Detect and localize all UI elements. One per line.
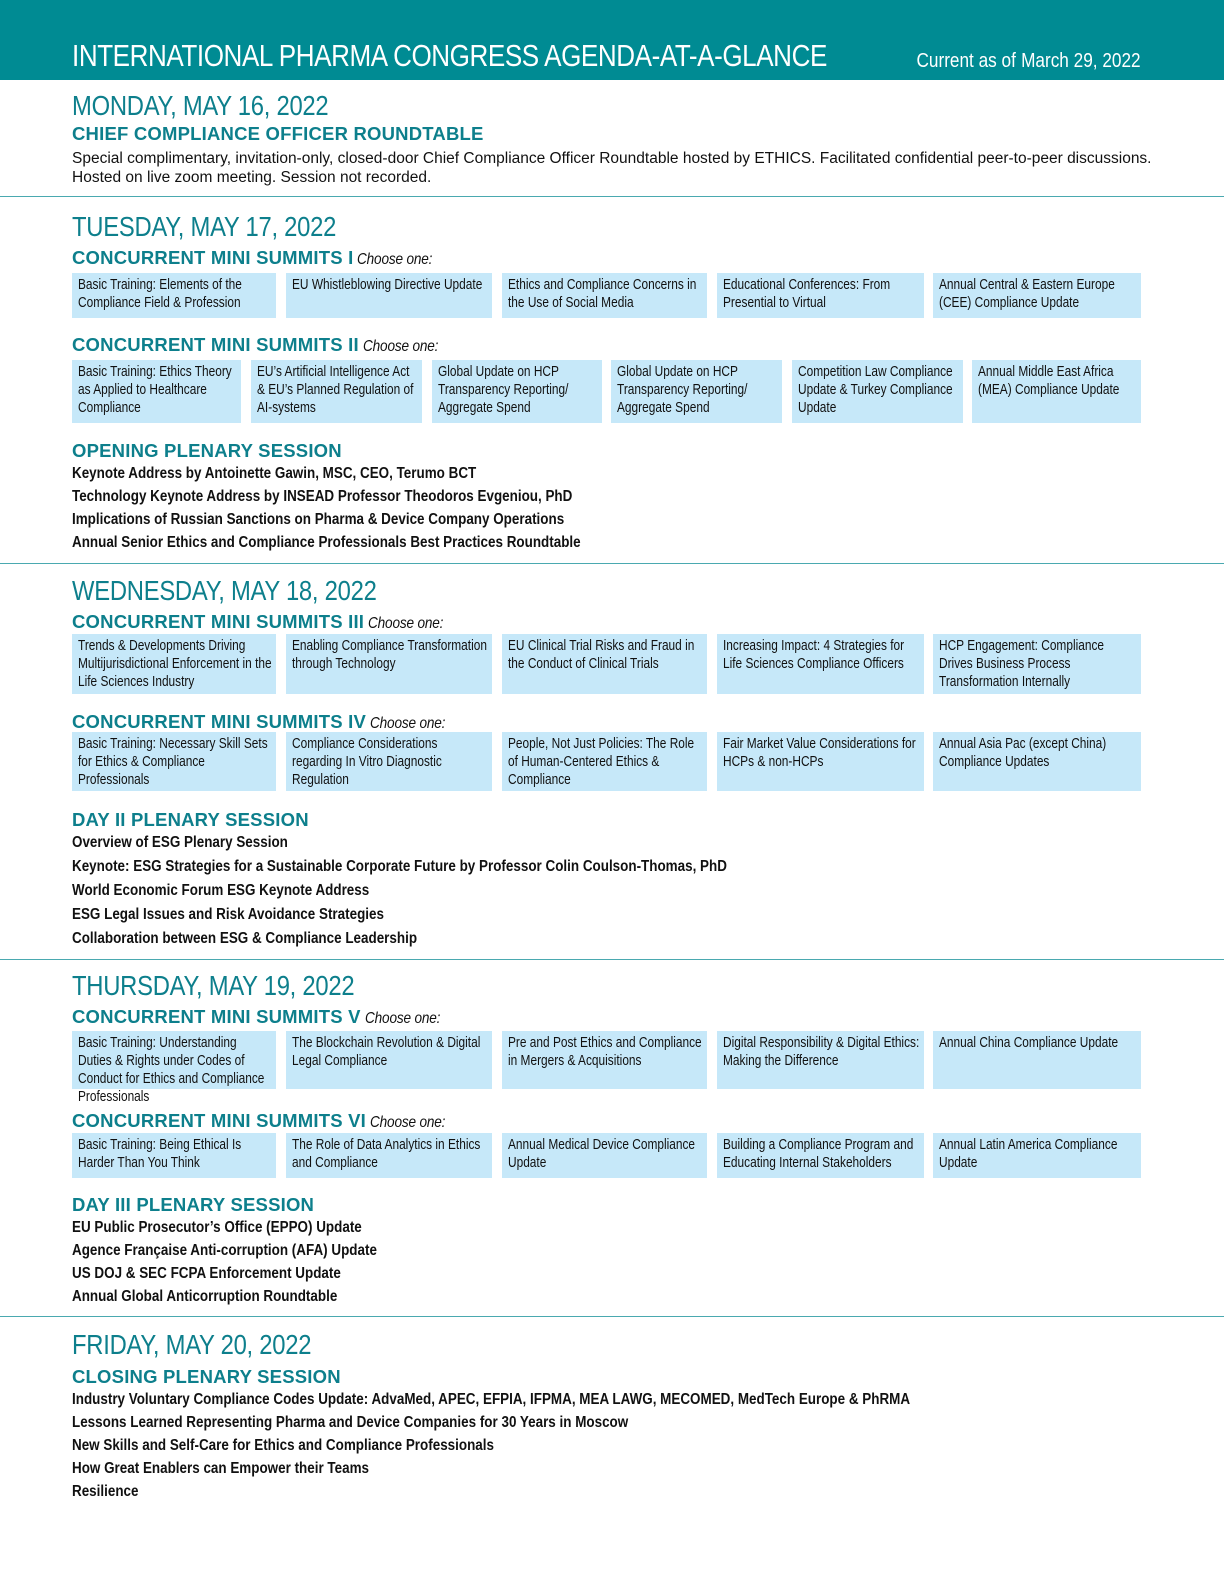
section-heading: CHIEF COMPLIANCE OFFICER ROUNDTABLE: [72, 123, 484, 144]
session-box: Annual Medical Device Compliance Update: [502, 1133, 707, 1178]
day-heading-monday: MONDAY, MAY 16, 2022: [72, 90, 329, 121]
plenary-item: Annual Senior Ethics and Compliance Professionals Best Practices Roundtable: [72, 534, 581, 551]
choose-one-note: Choose one:: [364, 1010, 440, 1027]
choose-one-note: Choose one:: [357, 251, 433, 268]
section-heading: CONCURRENT MINI SUMMITS II Choose one:: [72, 334, 439, 355]
session-box: Basic Training: Necessary Skill Sets for Ethics & Compliance Professionals: [72, 732, 276, 791]
session-box: Annual Asia Pac (except China) Compliance Updates: [933, 732, 1141, 791]
session-box: Enabling Compliance Transformation through Technology: [286, 634, 492, 694]
choose-one-note: Choose one:: [370, 1114, 446, 1131]
session-box: Global Update on HCP Transparency Reporting/ Aggregate Spend: [611, 360, 782, 423]
section-heading: DAY II PLENARY SESSION: [72, 809, 309, 830]
plenary-item: Industry Voluntary Compliance Codes Update: AdvaMed, APEC, EFPIA, IFPMA, MEA LAWG, MECOMED, MedTech Europe & PhRMA: [72, 1391, 911, 1408]
plenary-item: Technology Keynote Address by INSEAD Professor Theodoros Evgeniou, PhD: [72, 488, 573, 505]
plenary-item: Keynote Address by Antoinette Gawin, MSC, CEO, Terumo BCT: [72, 465, 477, 482]
section-heading: DAY III PLENARY SESSION: [72, 1194, 315, 1215]
plenary-item: Lessons Learned Representing Pharma and Device Companies for 30 Years in Moscow: [72, 1414, 629, 1431]
section-heading: CONCURRENT MINI SUMMITS VI Choose one:: [72, 1110, 446, 1131]
session-box: Increasing Impact: 4 Strategies for Life Sciences Compliance Officers: [717, 634, 924, 694]
session-description: Special complimentary, invitation-only, closed-door Chief Compliance Officer Roundtable hosted by ETHICS. Facilitated confidential peer-to-peer discussions. Hosted on live zoom meeting. Session not recorded.: [72, 150, 1152, 186]
plenary-item: Annual Global Anticorruption Roundtable: [72, 1288, 338, 1305]
session-box: Fair Market Value Considerations for HCPs & non-HCPs: [717, 732, 924, 791]
choose-one-note: Choose one:: [370, 715, 446, 732]
session-box: Building a Compliance Program and Educating Internal Stakeholders: [717, 1133, 924, 1178]
session-box: Ethics and Compliance Concerns in the Use of Social Media: [502, 273, 707, 318]
session-box: The Blockchain Revolution & Digital Legal Compliance: [286, 1031, 492, 1089]
plenary-item: ESG Legal Issues and Risk Avoidance Strategies: [72, 906, 384, 923]
section-heading: CONCURRENT MINI SUMMITS IV Choose one:: [72, 711, 446, 732]
session-box: Compliance Considerations regarding In Vitro Diagnostic Regulation: [286, 732, 492, 791]
day-heading-friday: FRIDAY, MAY 20, 2022: [72, 1329, 312, 1360]
page-title: INTERNATIONAL PHARMA CONGRESS AGENDA-AT-A-GLANCE: [72, 38, 827, 73]
session-box: Basic Training: Understanding Duties & Rights under Codes of Conduct for Ethics and Compliance Professionals: [72, 1031, 276, 1089]
session-box: Basic Training: Ethics Theory as Applied to Healthcare Compliance: [72, 360, 241, 423]
plenary-item: World Economic Forum ESG Keynote Address: [72, 882, 370, 899]
plenary-item: Keynote: ESG Strategies for a Sustainable Corporate Future by Professor Colin Coulson-Thomas, PhD: [72, 858, 727, 875]
session-box: Global Update on HCP Transparency Reporting/ Aggregate Spend: [432, 360, 602, 423]
session-box: EU Whistleblowing Directive Update: [286, 273, 492, 318]
session-box: Competition Law Compliance Update & Turkey Compliance Update: [792, 360, 963, 423]
section-heading: CONCURRENT MINI SUMMITS I Choose one:: [72, 247, 433, 268]
day-heading-tuesday: TUESDAY, MAY 17, 2022: [72, 211, 337, 242]
plenary-item: How Great Enablers can Empower their Teams: [72, 1460, 370, 1477]
day-heading-wednesday: WEDNESDAY, MAY 18, 2022: [72, 575, 377, 606]
session-box: The Role of Data Analytics in Ethics and Compliance: [286, 1133, 492, 1178]
session-box: Basic Training: Elements of the Compliance Field & Profession: [72, 273, 276, 318]
session-box: Annual Latin America Compliance Update: [933, 1133, 1141, 1178]
session-box: Basic Training: Being Ethical Is Harder Than You Think: [72, 1133, 276, 1178]
day-divider: [0, 563, 1224, 564]
plenary-item: New Skills and Self-Care for Ethics and Compliance Professionals: [72, 1437, 494, 1454]
choose-one-note: Choose one:: [368, 615, 444, 632]
plenary-item: Resilience: [72, 1483, 139, 1500]
as-of-label: Current as of: [916, 50, 1017, 72]
page-header: [0, 0, 1224, 80]
session-box: Educational Conferences: From Presential to Virtual: [717, 273, 924, 318]
session-box: Annual Central & Eastern Europe (CEE) Compliance Update: [933, 273, 1141, 318]
session-box: Annual Middle East Africa (MEA) Compliance Update: [972, 360, 1141, 423]
session-box: Annual China Compliance Update: [933, 1031, 1141, 1089]
section-heading: CONCURRENT MINI SUMMITS III Choose one:: [72, 611, 444, 632]
as-of-date: March 29, 2022: [1021, 50, 1141, 72]
session-box: EU’s Artificial Intelligence Act & EU’s Planned Regulation of AI-systems: [251, 360, 422, 423]
plenary-item: Collaboration between ESG & Compliance Leadership: [72, 930, 418, 947]
section-heading: CLOSING PLENARY SESSION: [72, 1366, 341, 1387]
day-divider: [0, 1316, 1224, 1317]
session-box: Trends & Developments Driving Multijurisdictional Enforcement in the Life Sciences Industry: [72, 634, 276, 694]
plenary-item: Agence Française Anti-corruption (AFA) Update: [72, 1242, 377, 1259]
plenary-item: Overview of ESG Plenary Session: [72, 834, 288, 851]
day-divider: [0, 196, 1224, 197]
plenary-item: EU Public Prosecutor’s Office (EPPO) Update: [72, 1219, 362, 1236]
session-box: Pre and Post Ethics and Compliance in Mergers & Acquisitions: [502, 1031, 707, 1089]
session-box: People, Not Just Policies: The Role of Human-Centered Ethics & Compliance: [502, 732, 707, 791]
day-divider: [0, 959, 1224, 960]
session-box: Digital Responsibility & Digital Ethics: Making the Difference: [717, 1031, 924, 1089]
plenary-item: Implications of Russian Sanctions on Pharma & Device Company Operations: [72, 511, 565, 528]
current-as-of: [917, 50, 1141, 73]
choose-one-note: Choose one:: [362, 338, 439, 355]
session-box: HCP Engagement: Compliance Drives Business Process Transformation Internally: [933, 634, 1141, 694]
section-heading: OPENING PLENARY SESSION: [72, 440, 342, 461]
session-box: EU Clinical Trial Risks and Fraud in the Conduct of Clinical Trials: [502, 634, 707, 694]
plenary-item: US DOJ & SEC FCPA Enforcement Update: [72, 1265, 341, 1282]
day-heading-thursday: THURSDAY, MAY 19, 2022: [72, 970, 355, 1001]
section-heading: CONCURRENT MINI SUMMITS V Choose one:: [72, 1006, 440, 1027]
